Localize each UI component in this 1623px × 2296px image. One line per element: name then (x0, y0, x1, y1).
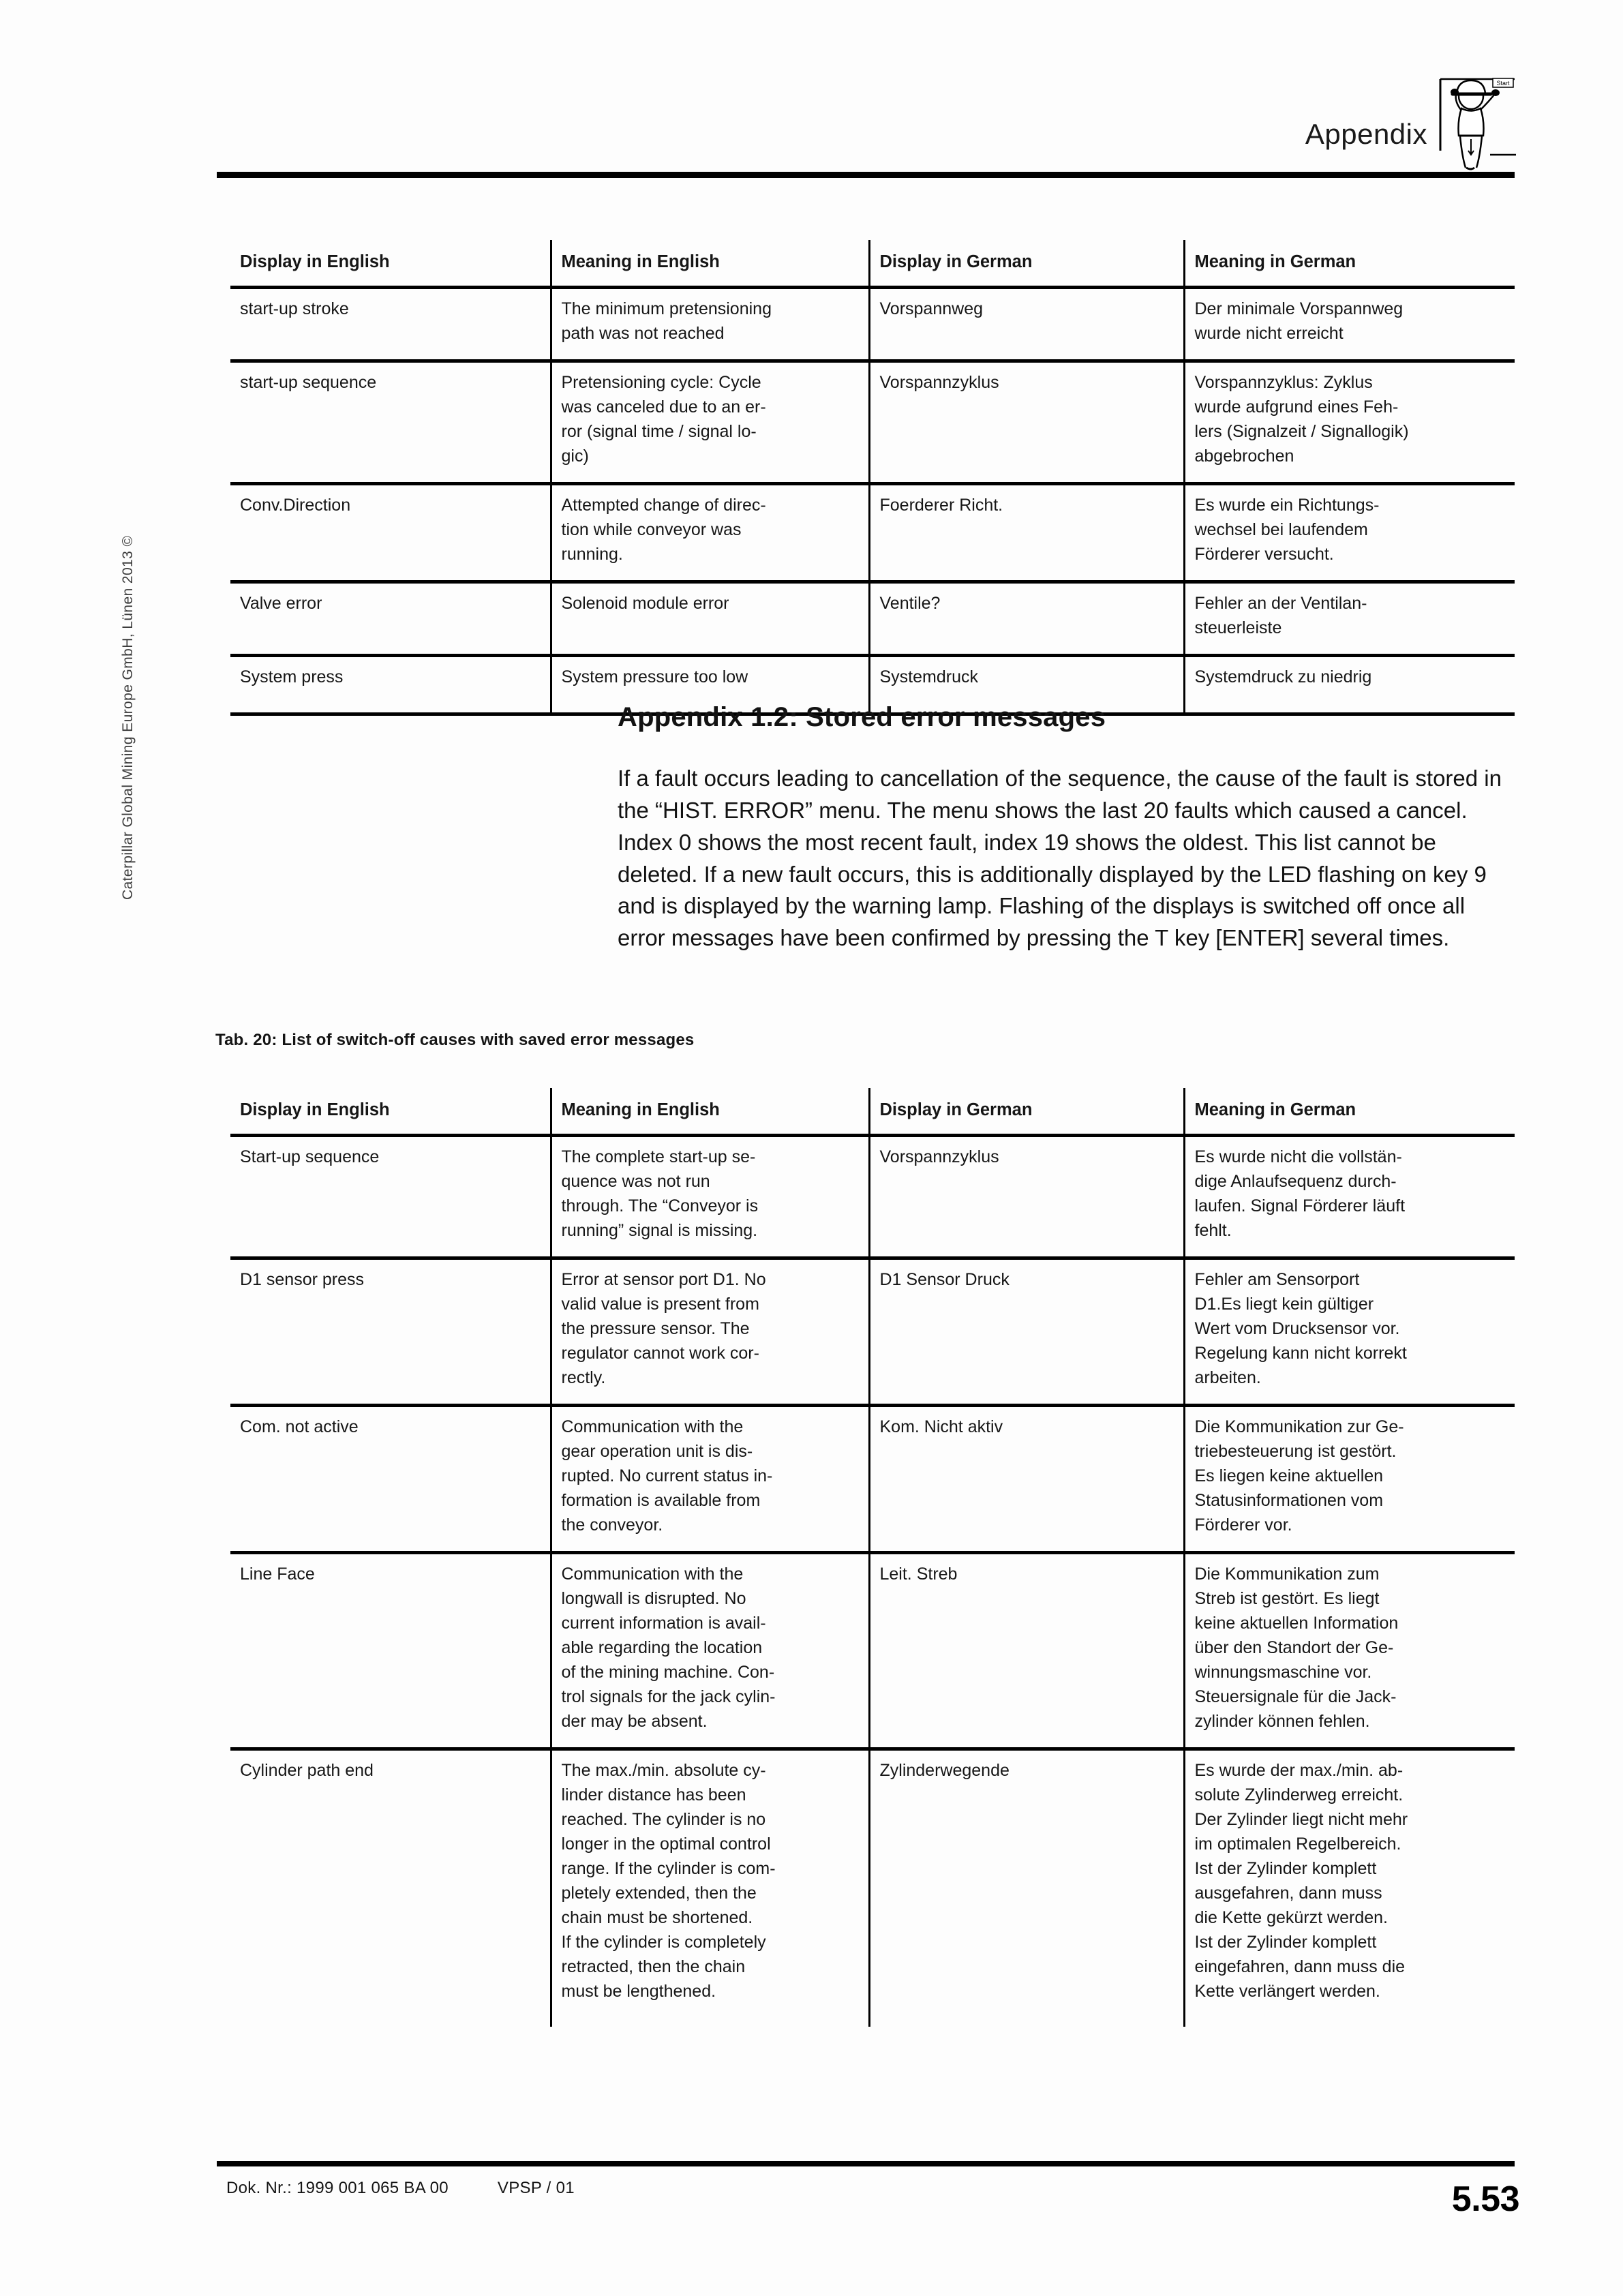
cell-meaning_de-line: Steuersignale für die Jack- (1194, 1687, 1397, 1706)
cell-meaning_en-line: Solenoid module error (561, 593, 729, 613)
page-title: Appendix (1305, 118, 1427, 150)
cell-meaning_de-line: Fehler am Sensorport (1194, 1269, 1360, 1289)
cell-display_en: start-up stroke (230, 287, 551, 361)
cell-meaning_de-line: Ist der Zylinder komplett (1194, 1932, 1377, 1952)
cell-display_en: Cylinder path end (240, 1760, 374, 1780)
cell-meaning_de-line: Regelung kann nicht korrekt (1194, 1343, 1407, 1363)
cell-meaning_de-line: steuerleiste (1194, 618, 1282, 637)
cell-meaning_de-line: die Kette gekürzt werden. (1194, 1907, 1388, 1927)
cell-meaning_de (1184, 1552, 1515, 1749)
cell-meaning_de-line: über den Standort der Ge- (1194, 1637, 1394, 1657)
table-row (230, 1552, 1515, 1749)
cell-meaning_de (1184, 581, 1515, 655)
cell-meaning_de-line: Systemdruck zu niedrig (1194, 667, 1372, 686)
cell-meaning_de-line: fehlt. (1194, 1220, 1232, 1240)
cell-meaning_en (551, 1258, 869, 1405)
cell-display_en: Com. not active (230, 1405, 551, 1552)
cell-meaning_en-line: running. (561, 544, 623, 564)
start-label: Start (1496, 80, 1510, 87)
cell-meaning_de-line: Fehler an der Ventilan- (1194, 593, 1367, 613)
table-top-body (230, 287, 1515, 714)
cell-meaning_de-line: Es wurde der max./min. ab- (1194, 1760, 1404, 1780)
cell-meaning_de-line: dige Anlaufsequenz durch- (1194, 1171, 1397, 1191)
cell-display_de: Vorspannweg (869, 287, 1184, 361)
table-row (230, 287, 1515, 361)
cell-meaning_en-line: longer in the optimal control (561, 1834, 771, 1854)
cell-display_de: Systemdruck (869, 655, 1184, 714)
cell-meaning_en-line: trol signals for the jack cylin- (561, 1687, 776, 1706)
cell-meaning_de (1184, 1405, 1515, 1552)
cell-meaning_en (551, 483, 869, 581)
column-header-display-de: Display in German (869, 1088, 1184, 1135)
cell-meaning_en-line: chain must be shortened. (561, 1907, 753, 1927)
cell-meaning_en-line: System pressure too low (561, 667, 748, 686)
cell-meaning_de-line: wechsel bei laufendem (1194, 519, 1368, 539)
section-body-text: If a fault occurs leading to cancellation of the sequence, the cause of the fault is stored in the “HIST. ERROR” menu. The menu shows the last 20 faults which caused a cancel. Index 0 shows the most recent fault, index 19 shows the oldest. This list cannot be deleted. If a new fault occurs, this is additionally displayed by the LED flashing on key 9 and is displayed by the warning lamp. Flashing of the displays is switched off once all error messages have been confirmed by pressing the T key [ENTER] several times. (618, 766, 1502, 951)
cell-meaning_de-line: Der minimale Vorspannweg (1194, 299, 1404, 318)
cell-meaning_de-line: Die Kommunikation zum (1194, 1564, 1380, 1584)
cell-meaning_en-line: rectly. (561, 1368, 606, 1387)
cell-meaning_de (1184, 361, 1515, 483)
cell-meaning_de (1184, 1749, 1515, 2027)
table-bottom-header (230, 1088, 1515, 1135)
cell-display_en: Start-up sequence (230, 1135, 551, 1258)
cell-meaning_de-line: wurde nicht erreicht (1194, 323, 1344, 343)
cell-meaning_de-line: eingefahren, dann muss die (1194, 1957, 1406, 1976)
cell-display_en: System press (230, 655, 551, 714)
cell-meaning_de-line: arbeiten. (1194, 1368, 1261, 1387)
cell-meaning_de-line: Vorspannzyklus: Zyklus (1194, 372, 1373, 392)
cell-meaning_en-line: tion while conveyor was (561, 519, 742, 539)
table-row (230, 581, 1515, 655)
cell-meaning_de-line: Streb ist gestört. Es liegt (1194, 1588, 1380, 1608)
cell-meaning_en (551, 1135, 869, 1258)
page-header (217, 41, 1515, 174)
cell-display_en: Valve error (230, 581, 551, 655)
cell-meaning_en-line: The max./min. absolute cy- (561, 1760, 766, 1780)
cell-meaning_en-line: of the mining machine. Con- (561, 1662, 775, 1682)
cell-meaning_en-line: The complete start-up se- (561, 1147, 756, 1166)
column-header-meaning-de: Meaning in German (1184, 240, 1515, 287)
cell-display_en: Line Face (230, 1552, 551, 1749)
cell-meaning_en-line: gear operation unit is dis- (561, 1441, 753, 1461)
cell-meaning_de-line: wurde aufgrund eines Feh- (1194, 397, 1399, 417)
cell-meaning_en-line: rupted. No current status in- (561, 1466, 773, 1485)
table-row (230, 361, 1515, 483)
cell-meaning_de-line: D1.Es liegt kein gültiger (1194, 1294, 1374, 1314)
cell-meaning_de-line: zylinder können fehlen. (1194, 1711, 1370, 1731)
cell-meaning_de-line: ausgefahren, dann muss (1194, 1883, 1382, 1903)
cell-meaning_de-line: Der Zylinder liegt nicht mehr (1194, 1809, 1408, 1829)
cell-meaning_de-line: abgebrochen (1194, 446, 1294, 466)
cell-meaning_de (1184, 483, 1515, 581)
cell-meaning_en (551, 1405, 869, 1552)
cell-meaning_de-line: laufen. Signal Förderer läuft (1194, 1196, 1406, 1215)
table-bottom-body (230, 1135, 1515, 2027)
cell-meaning_en-line: If the cylinder is completely (561, 1932, 766, 1952)
cell-meaning_de-line: Wert vom Drucksensor vor. (1194, 1318, 1400, 1338)
cell-meaning_en-line: through. The “Conveyor is (561, 1196, 759, 1215)
cell-meaning_en-line: the pressure sensor. The (561, 1318, 750, 1338)
cell-meaning_en (551, 1552, 869, 1749)
cell-meaning_en-line: Communication with the (561, 1417, 744, 1436)
cell-display_de: Kom. Nicht aktiv (869, 1405, 1184, 1552)
cell-display_en: Conv.Direction (230, 483, 551, 581)
cell-meaning_en-line: retracted, then the chain (561, 1957, 746, 1976)
cell-meaning_en-line: must be lengthened. (561, 1981, 716, 2001)
column-header-display-en: Display in English (230, 240, 551, 287)
cell-meaning_en-line: Attempted change of direc- (561, 495, 766, 515)
cell-meaning_en (551, 581, 869, 655)
footer-doc-number: Dok. Nr.: 1999 001 065 BA 00 (226, 2179, 449, 2197)
table-row (230, 483, 1515, 581)
cell-meaning_de (1184, 1135, 1515, 1258)
cell-display_de: Vorspannzyklus (869, 1135, 1184, 1258)
cell-meaning_en-line: The minimum pretensioning (561, 299, 772, 318)
cell-meaning_en-line: gic) (561, 446, 589, 466)
stored-error-messages-section (618, 702, 1517, 954)
cell-meaning_en-line: running” signal is missing. (561, 1220, 758, 1240)
page-number: 5.53 (1451, 2179, 1519, 2219)
cell-meaning_en (551, 361, 869, 483)
column-header-meaning-en: Meaning in English (551, 240, 869, 287)
cell-display_de: Foerderer Richt. (869, 483, 1184, 581)
cell-meaning_de-line: Es wurde nicht die vollstän- (1194, 1147, 1402, 1166)
cell-meaning_en-line: valid value is present from (561, 1294, 759, 1314)
cell-meaning_de-line: keine aktuellen Information (1194, 1613, 1399, 1633)
switch-off-causes-table-top (230, 240, 1515, 716)
cell-meaning_en-line: regulator cannot work cor- (561, 1343, 759, 1363)
table-row (230, 1749, 1515, 2027)
cell-display_de: Leit. Streb (869, 1552, 1184, 1749)
cell-display_de: Ventile? (869, 581, 1184, 655)
cell-meaning_en-line: pletely extended, then the (561, 1883, 757, 1903)
cell-meaning_en-line: quence was not run (561, 1171, 710, 1191)
cell-meaning_de-line: Es wurde ein Richtungs- (1194, 495, 1380, 515)
cell-meaning_de-line: Ist der Zylinder komplett (1194, 1858, 1377, 1878)
column-header-display-de: Display in German (869, 240, 1184, 287)
cell-meaning_en-line: ror (signal time / signal lo- (561, 421, 757, 441)
cell-meaning_de-line: Statusinformationen vom (1194, 1490, 1384, 1510)
cell-meaning_de-line: lers (Signalzeit / Signallogik) (1194, 421, 1409, 441)
cell-meaning_en-line: able regarding the location (561, 1637, 763, 1657)
cell-meaning_en-line: Error at sensor port D1. No (561, 1269, 766, 1289)
cell-meaning_en-line: longwall is disrupted. No (561, 1588, 746, 1608)
cell-meaning_en-line: Communication with the (561, 1564, 744, 1584)
cell-meaning_en-line: formation is available from (561, 1490, 761, 1510)
table-row (230, 1135, 1515, 1258)
cell-display_de: Zylinderwegende (869, 1749, 1184, 2027)
cell-display_en: D1 sensor press (230, 1258, 551, 1405)
cell-meaning_en (551, 287, 869, 361)
table-header-row (230, 1088, 1515, 1135)
cell-meaning_en-line: der may be absent. (561, 1711, 708, 1731)
cell-meaning_en-line: the conveyor. (561, 1515, 663, 1535)
footer-variant: VPSP / 01 (497, 2179, 575, 2197)
cell-meaning_de-line: im optimalen Regelbereich. (1194, 1834, 1401, 1854)
side-copyright-notice: Caterpillar Global Mining Europe GmbH, Lünen 2013 © (120, 535, 136, 900)
section-heading: Appendix 1.2: Stored error messages (618, 702, 1106, 732)
cell-meaning_en-line: linder distance has been (561, 1785, 746, 1804)
footer-metadata (226, 2179, 575, 2198)
table-row (230, 1258, 1515, 1405)
cell-display_de: Vorspannzyklus (869, 361, 1184, 483)
cell-display_de: D1 Sensor Druck (869, 1258, 1184, 1405)
table-top-header (230, 240, 1515, 287)
cell-meaning_de-line: Förderer versucht. (1194, 544, 1334, 564)
cell-meaning_de-line: solute Zylinderweg erreicht. (1194, 1785, 1404, 1804)
cell-meaning_en-line: was canceled due to an er- (561, 397, 766, 417)
cell-meaning_en-line: range. If the cylinder is com- (561, 1858, 776, 1878)
cell-display_en: start-up sequence (230, 361, 551, 483)
cell-meaning_de-line: Die Kommunikation zur Ge- (1194, 1417, 1404, 1436)
cell-meaning_en-line: Pretensioning cycle: Cycle (561, 372, 761, 392)
table-row (230, 1405, 1515, 1552)
miner-start-figure-icon (1434, 67, 1516, 177)
cell-meaning_de-line: winnungsmaschine vor. (1194, 1662, 1372, 1682)
cell-meaning_de (1184, 1258, 1515, 1405)
cell-meaning_en-line: reached. The cylinder is no (561, 1809, 766, 1829)
cell-meaning_en-line: current information is avail- (561, 1613, 766, 1633)
column-header-meaning-en: Meaning in English (551, 1088, 869, 1135)
cell-meaning_de-line: triebesteuerung ist gestört. (1194, 1441, 1397, 1461)
cell-meaning_en (551, 1749, 869, 2027)
cell-meaning_de-line: Es liegen keine aktuellen (1194, 1466, 1384, 1485)
column-header-display-en: Display in English (230, 1088, 551, 1135)
footer-divider-rule (217, 2161, 1515, 2166)
header-divider-rule (217, 172, 1515, 178)
cell-meaning_de-line: Förderer vor. (1194, 1515, 1292, 1535)
switch-off-causes-table-bottom (230, 1088, 1515, 2027)
cell-meaning_de-line: Kette verlängert werden. (1194, 1981, 1380, 2001)
cell-meaning_en-line: path was not reached (561, 323, 725, 343)
table-caption-tab-20: Tab. 20: List of switch-off causes with saved error messages (215, 1031, 695, 1049)
table-header-row (230, 240, 1515, 287)
cell-meaning_de (1184, 287, 1515, 361)
column-header-meaning-de: Meaning in German (1184, 1088, 1515, 1135)
